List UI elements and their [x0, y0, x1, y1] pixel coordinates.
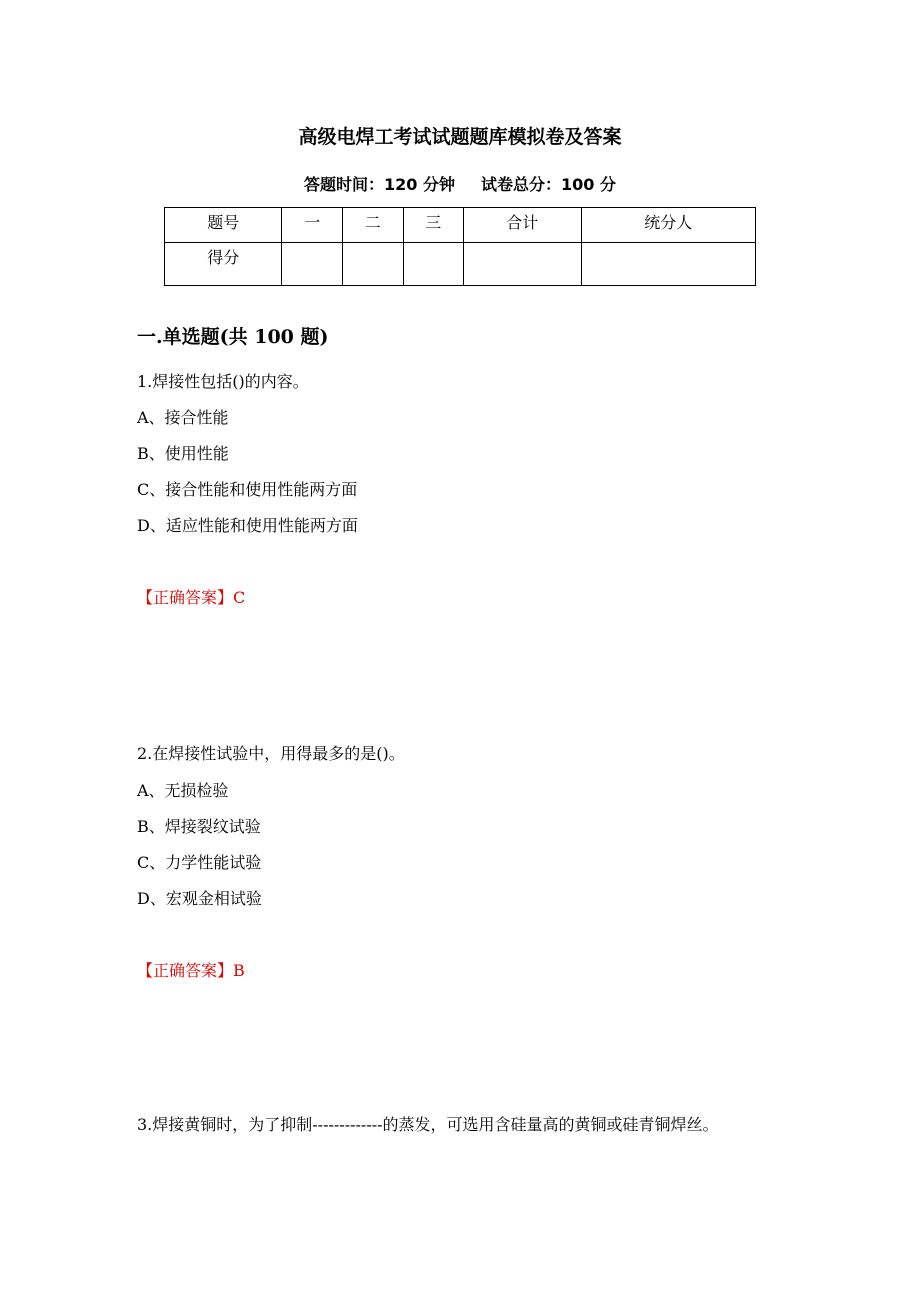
question-stem: 3.焊接黄铜时，为了抑制-------------的蒸发，可选用含硅量高的黄铜或硅青铜焊丝。: [137, 1115, 719, 1134]
score-table-header-row: [165, 208, 756, 243]
score-header-cell: 二: [343, 208, 404, 243]
score-cell: [581, 243, 755, 286]
correct-answer-value: C: [233, 588, 246, 607]
score-header-cell: 合计: [464, 208, 581, 243]
score-cell: [343, 243, 404, 286]
question-option: C、接合性能和使用性能两方面: [137, 480, 358, 499]
score-header-cell: 统分人: [581, 208, 755, 243]
score-table: [164, 207, 756, 286]
question-stem: 1.焊接性包括()的内容。: [137, 372, 309, 391]
correct-answer-label: 【正确答案】: [137, 588, 234, 607]
score-cell: [403, 243, 464, 286]
section-heading: 一.单选题(共 100 题): [137, 326, 329, 348]
exam-meta: [0, 172, 920, 195]
question-option: A、无损检验: [137, 781, 229, 800]
score-table-score-row: [165, 243, 756, 286]
correct-answer: [137, 958, 245, 981]
score-header-cell: 三: [403, 208, 464, 243]
document-title: 高级电焊工考试试题题库模拟卷及答案: [298, 126, 622, 148]
exam-time: 答题时间：120 分钟: [304, 175, 455, 194]
question-option: B、焊接裂纹试验: [137, 817, 261, 836]
score-row-label: 得分: [165, 243, 282, 286]
score-cell: [464, 243, 581, 286]
exam-total-score: 试卷总分：100 分: [481, 175, 616, 194]
score-header-cell: 一: [282, 208, 343, 243]
question-option: D、宏观金相试验: [137, 889, 262, 908]
score-header-cell: 题号: [165, 208, 282, 243]
question-option: A、接合性能: [137, 408, 229, 427]
question-option: B、使用性能: [137, 444, 229, 463]
correct-answer-value: B: [233, 961, 245, 980]
question-stem: 2.在焊接性试验中，用得最多的是()。: [137, 744, 405, 763]
question-option: C、力学性能试验: [137, 853, 262, 872]
correct-answer: [137, 585, 245, 608]
question-option: D、适应性能和使用性能两方面: [137, 516, 358, 535]
score-cell: [282, 243, 343, 286]
correct-answer-label: 【正确答案】: [137, 961, 234, 980]
